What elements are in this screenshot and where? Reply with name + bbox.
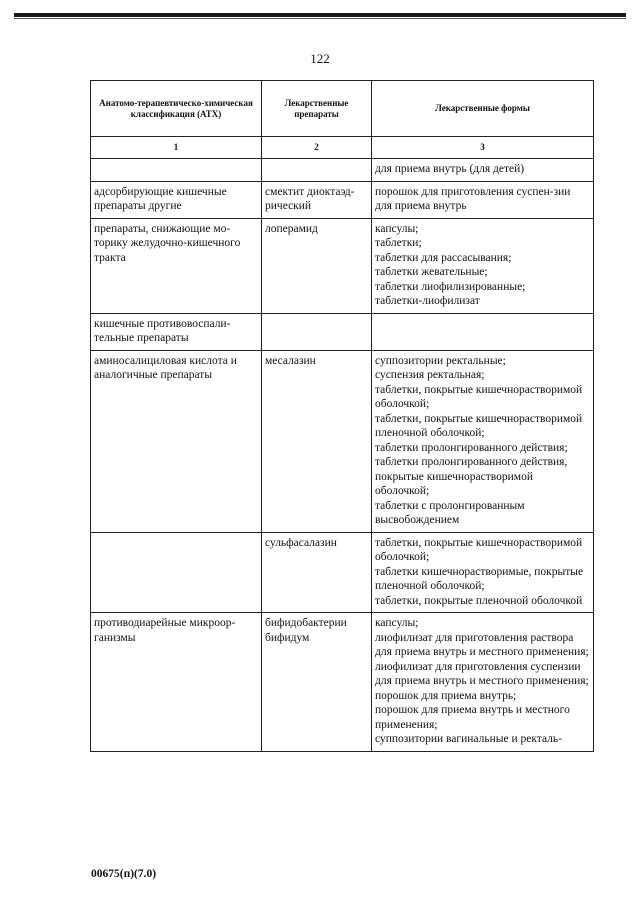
cell-line: таблетки пролонгированного действия; [375, 441, 568, 454]
header-atc-classification: Анатомо-терапевтическо-химическая классификация (АТХ) [91, 81, 262, 137]
column-number: 1 [91, 137, 262, 159]
table-row [91, 159, 594, 182]
cell-line: порошок для приема внутрь; [375, 689, 517, 702]
cell-line: капсулы; [375, 222, 419, 235]
cell-line: суспензия ректальная; [375, 369, 485, 381]
dosage-form-cell [372, 350, 594, 532]
dosage-form-cell [372, 218, 594, 313]
table-row [91, 181, 594, 218]
header-dosage-forms: Лекарственные формы [372, 81, 594, 137]
cell-line: таблетки пролонгированного действия, покрытые кишечнорастворимой оболочкой; [375, 456, 568, 497]
cell-line: месалазин [265, 354, 316, 367]
drug-cell [262, 350, 372, 532]
cell-line: аминосалициловая кислота и аналогичные препараты [94, 354, 237, 381]
cell-line: таблетки для рассасывания; [375, 251, 512, 264]
cell-line: сульфасалазин [265, 536, 337, 549]
column-number: 2 [262, 137, 372, 159]
cell-line: таблетки лиофилизированные; [375, 280, 526, 293]
table-row [91, 313, 594, 350]
drug-cell [262, 218, 372, 313]
cell-line: противодиарейные микроор-ганизмы [94, 617, 236, 644]
drug-cell [262, 159, 372, 182]
cell-line: таблетки, покрытые кишечнорастворимой пленочной оболочкой; [375, 412, 583, 439]
cell-line: лиофилизат для приготовления раствора для приема внутрь и местного применения; [375, 631, 589, 658]
drug-cell [262, 532, 372, 613]
cell-line: суппозитории вагинальные и ректаль- [375, 733, 562, 745]
table-row [91, 218, 594, 313]
cell-line: порошок для приготовления суспен-зии для приема внутрь [375, 185, 571, 212]
document-code: 00675(п)(7.0) [91, 868, 157, 880]
atc-cell [91, 181, 262, 218]
column-number: 3 [372, 137, 594, 159]
drug-cell [262, 313, 372, 350]
cell-line: лиофилизат для приготовления суспензии для приема внутрь и местного применения; [375, 660, 589, 687]
drug-cell [262, 613, 372, 752]
dosage-form-cell [372, 613, 594, 752]
cell-line: смектит диоктаэд-рический [265, 185, 355, 212]
cell-line: таблетки, покрытые кишечнорастворимой оболочкой; [375, 383, 583, 410]
cell-line: кишечные противовоспали-тельные препараты [94, 317, 231, 344]
cell-line: таблетки с пролонгированным высвобождением [375, 499, 525, 526]
cell-line: порошок для приема внутрь и местного применения; [375, 704, 570, 731]
cell-line: для приема внутрь (для детей) [375, 163, 525, 175]
table-header-row [91, 81, 594, 137]
cell-line: лоперамид [265, 222, 318, 235]
cell-line: бифидобактерии бифидум [265, 617, 347, 644]
atc-cell [91, 532, 262, 613]
cell-line: таблетки; [375, 237, 422, 249]
cell-line: таблетки жевательные; [375, 266, 488, 278]
atc-cell [91, 313, 262, 350]
table-body [91, 159, 594, 752]
table-row [91, 350, 594, 532]
cell-line: препараты, снижающие мо-торику желудочно-кишечного тракта [94, 222, 241, 264]
cell-line: капсулы; [375, 617, 419, 629]
header-drugs: Лекарственные препараты [262, 81, 372, 137]
atc-cell [91, 350, 262, 532]
page-number: 122 [310, 51, 330, 66]
cell-line: таблетки, покрытые кишечнорастворимой оболочкой; [375, 536, 583, 563]
dosage-form-cell [372, 532, 594, 613]
dosage-form-cell [372, 181, 594, 218]
column-number-row [91, 137, 594, 159]
cell-line: адсорбирующие кишечные препараты другие [94, 185, 227, 212]
table-row [91, 613, 594, 752]
cell-line: суппозитории ректальные; [375, 354, 506, 367]
table-row [91, 532, 594, 613]
dosage-form-cell [372, 159, 594, 182]
atc-cell [91, 218, 262, 313]
top-border-rule-thin [14, 18, 626, 19]
cell-line: таблетки-лиофилизат [375, 295, 480, 307]
drug-forms-table [90, 80, 594, 752]
dosage-form-cell [372, 313, 594, 350]
top-border-rule [14, 13, 626, 17]
drug-cell [262, 181, 372, 218]
atc-cell [91, 159, 262, 182]
atc-cell [91, 613, 262, 752]
cell-line: таблетки кишечнорастворимые, покрытые пленочной оболочкой; [375, 565, 584, 592]
cell-line: таблетки, покрытые пленочной оболочкой [375, 594, 583, 607]
